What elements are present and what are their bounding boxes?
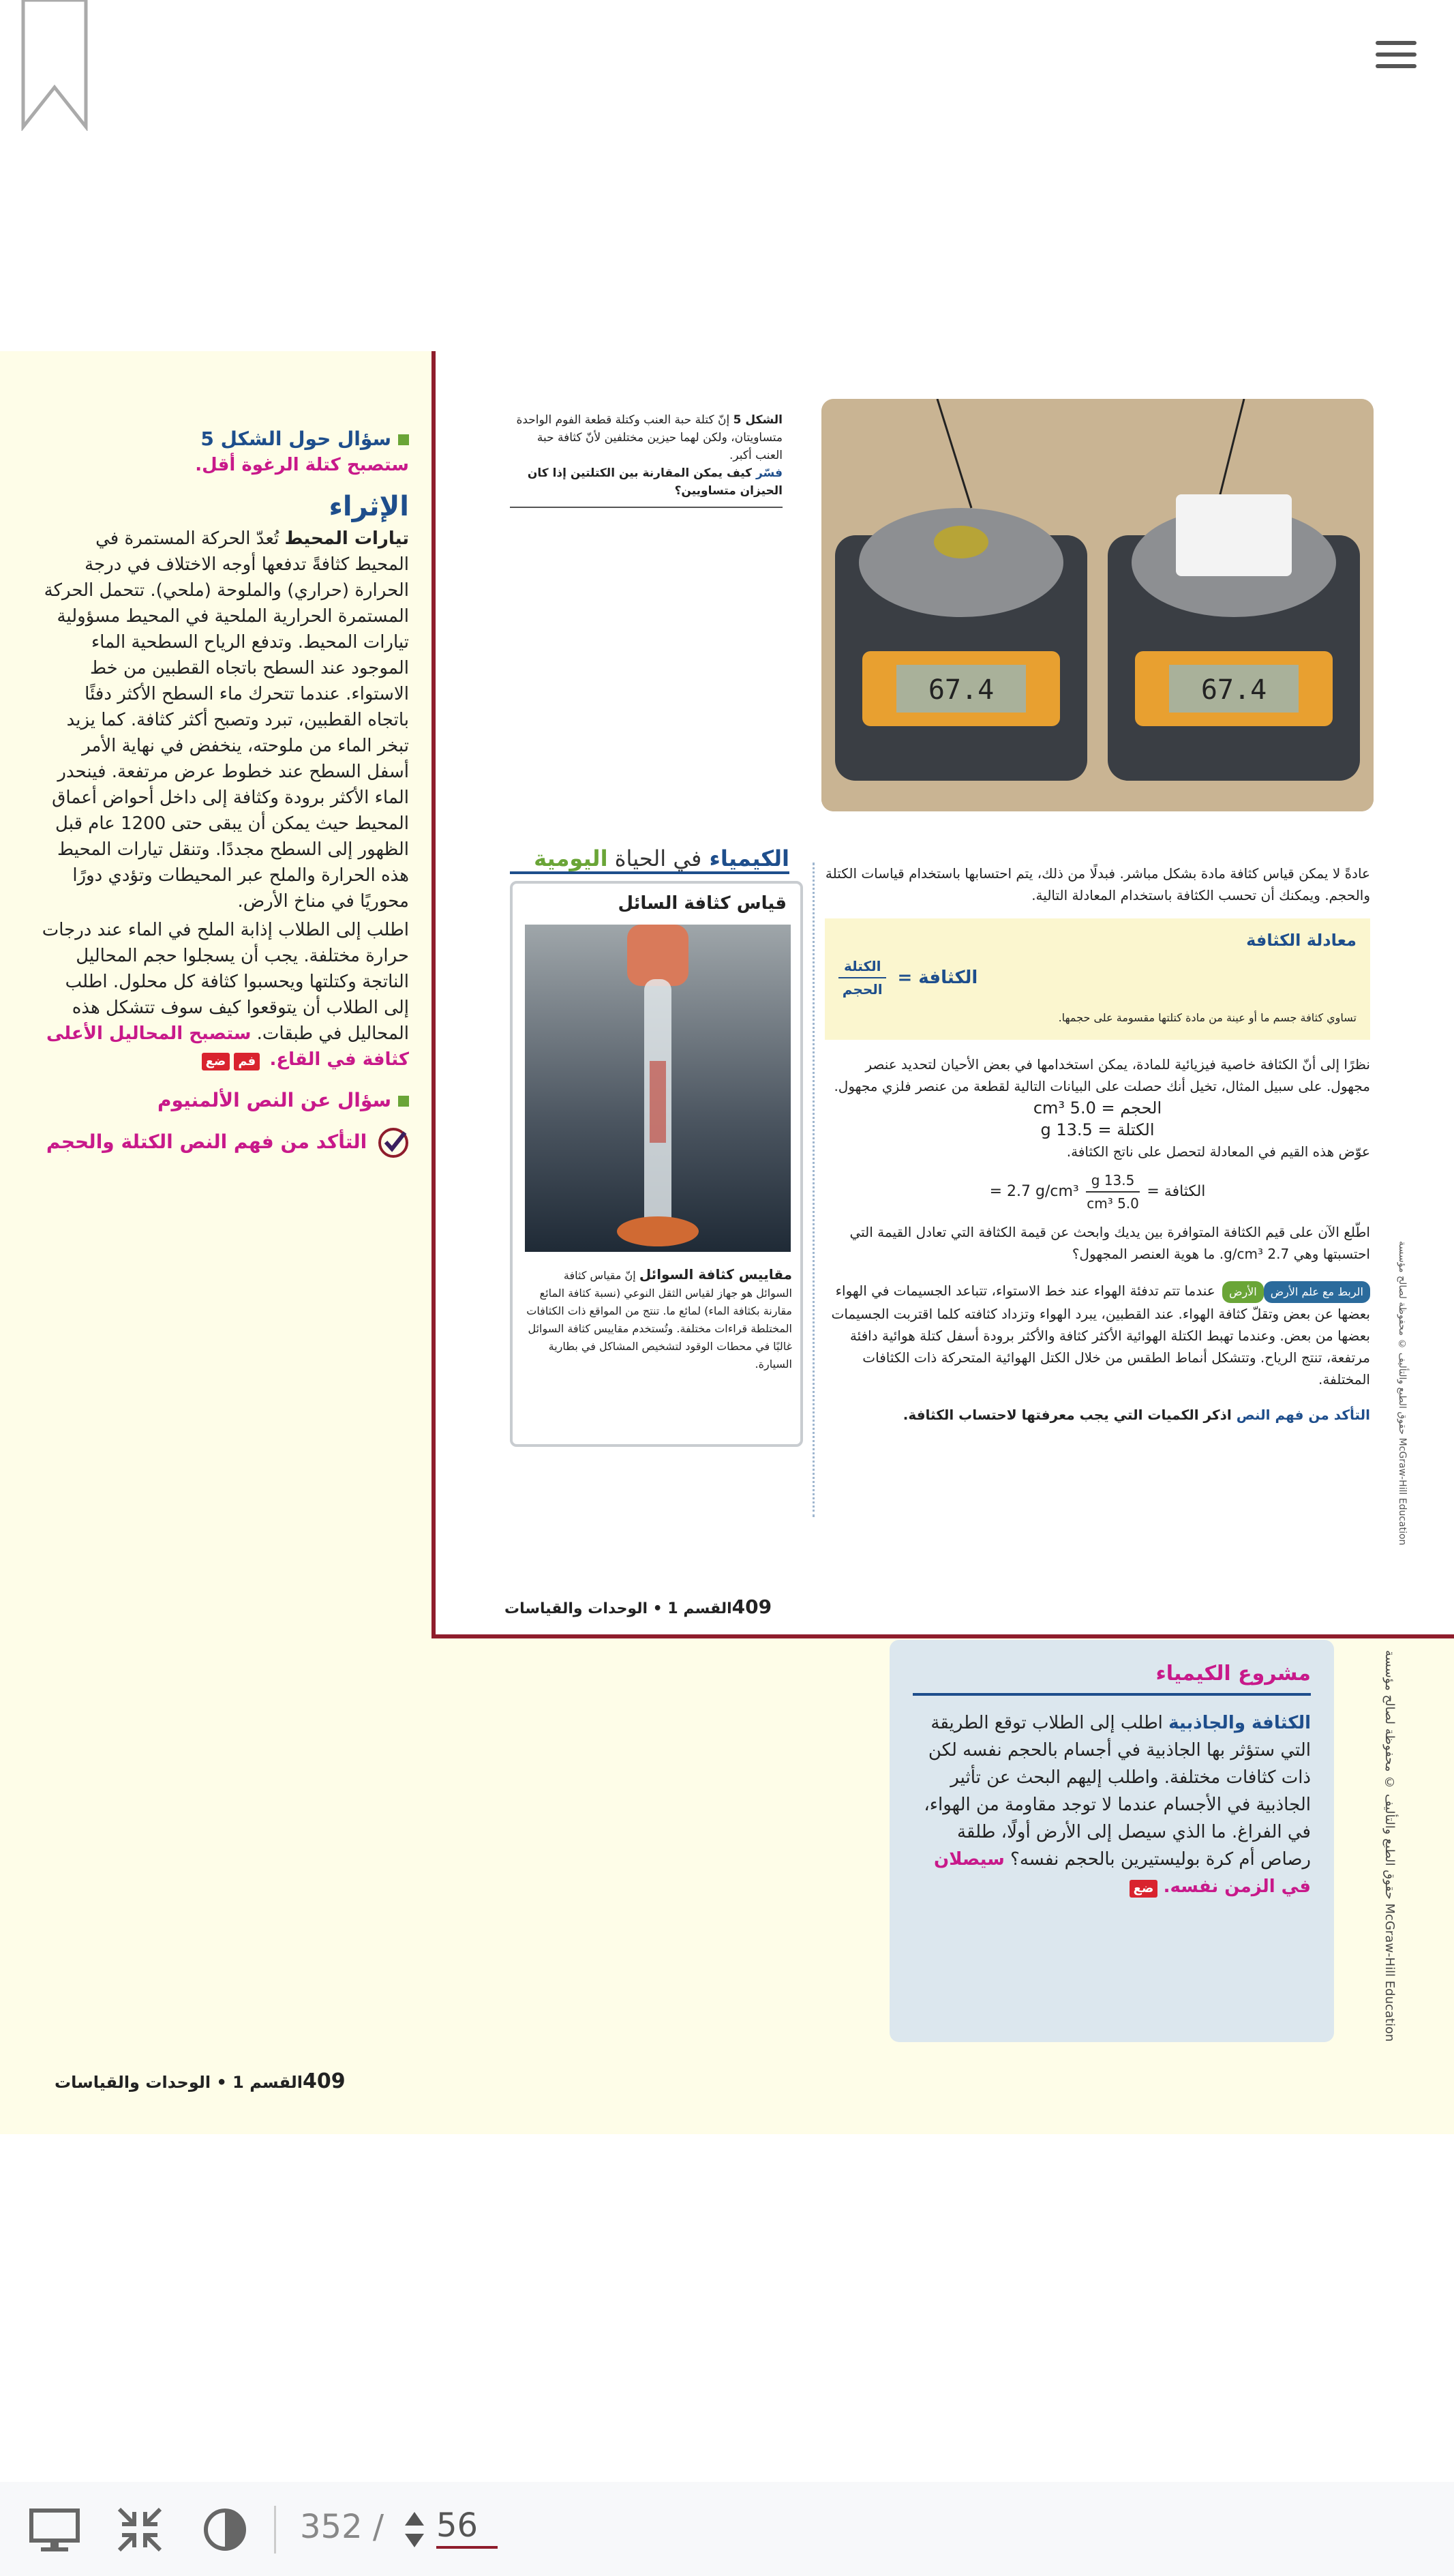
hydrometer-photo [525,925,791,1252]
substitute-paragraph: عوّض هذه القيم في المعادلة لتحصل على ناتج الكثافة. [1066,1143,1370,1160]
intro-paragraph: عادةً لا يمكن قياس كثافة مادة بشكل مباشر. فبدلًا من ذلك، يتم احتسابها باستخدام قياسات الكتلة والحجم. ويمكنك أن تحسب الكثافة باستخدام المعادلة التالية. [825,865,1370,903]
density-calculation: الكثافة = $\frac{13.5 g}{\text{5.0 cm³}}$ = 2.7 g/cm³ [825,1169,1370,1214]
volume-value: الحجم = 5.0 cm³ [1033,1098,1162,1118]
inner-page-footer: 409القسم 1 • الوحدات والقياسات [504,1596,772,1618]
tag-label: ضع [202,1053,230,1070]
unknown-element-paragraph: نظرًا إلى أنّ الكثافة خاصية فيزيائية للمادة، يمكن استخدامها في بعض الأحيان لتحديد عنصر مجهول. على سبيل المثال، تخيل أنك حصلت على البيانات التالية لقطعة من عنصر فلزي مجهول. [834,1056,1370,1094]
check-understanding: التأكد من فهم النص الكتلة والحجم [41,1127,409,1158]
contrast-icon[interactable] [198,2502,252,2557]
bookmark-icon[interactable] [19,0,90,131]
project-heading: مشروع الكيمياء [913,1660,1311,1696]
box-title: قياس كثافة السائل [618,893,787,914]
project-text: الكثافة والجاذبية اطلب إلى الطلاب توقع الطريقة التي ستؤثر بها الجاذبية في أجسام بالحجم نفسه لكن ذات كثافات مختلفة. واطلب إليهم البحث عن تأثير الجاذبية في الأجسام عندما لا توجد مقاومة من الهواء، في الفراغ. ما الذي سيصل إلى الأرض أولًا، طلقة رصاص أم كرة بوليستيرين بالحجم نفسه؟ سيصلان في الزمن نفسه. ضع [924,1713,1311,1897]
enrichment-heading: الإثراء [329,491,409,522]
page-total: 352 / [300,2508,384,2546]
figure-question-answer: ستصبح كتلة الرغوة أقل. [195,455,409,475]
chemistry-project-box [890,1640,1334,2042]
figure-question-heading: سؤال حول الشكل 5 [41,426,409,452]
earth-science-connection: الربط مع علم الأرضالأرض عندما تتم تدفئة الهواء عند خط الاستواء، تتباعد الجسيمات في الهواء بعضها عن بعض وتقلّ كثافة الهواء. عند القطبين، يبرد الهواء وتزداد كثافته كلما اقتربت الجسيمات بعضها من بعض. وعندما تهبط الكتلة الهوائية الأكثر كثافة والأكثر برودة أسفل كتلة هوائية دافئة مرتفعة، تنتج الرياح. وتتشكل أنماط الطقس من خلال الكتل الهوائية المتحركة ذات الكثافات المختلفة. [831,1283,1370,1388]
scale-reading-left: 67.4 [928,674,995,706]
outer-page-footer: 409القسم 1 • الوحدات والقياسات [55,2069,346,2093]
check-understanding-main: التأكد من فهم النص اذكر الكميات التي يجب معرفتها لاحتساب الكثافة. [903,1407,1370,1423]
teacher-notes-column [41,426,409,1158]
density-equation-box: معادلة الكثافة الكثافة = $\frac{\text{الكتلة}}{\text{الحجم}}$ تساوي كثافة جسم ما أو عينة من مادة كتلتها مقسومة على حجمها. [825,918,1370,1040]
mass-value: الكتلة = 13.5 g [1040,1120,1155,1139]
copyright-inner: حقوق الطبع والتأليف © محفوظة لصالح مؤسسة McGraw-Hill Education [1397,1241,1408,1546]
enrichment-activity: اطلب إلى الطلاب إذابة الملح في الماء عند درجات حرارة مختلفة. يجب أن يسجلوا حجم المحاليل الناتجة وكتلتها ويحسبوا كثافة كل محلول. اطلب إلى الطلاب أن يتوقعوا كيف سوف تتشكل هذه المحاليل في طبقات. ستصبح المحاليل الأعلى كثافة في القاع. فمضع [42,920,409,1070]
bottom-toolbar [0,2482,1454,2576]
toolbar-divider [274,2506,276,2553]
page-number-input[interactable] [436,2505,498,2549]
identify-paragraph: اطّلع الآن على قيم الكثافة المتوافرة بين يديك وابحث عن قيمة الكثافة التي تعادل القيمة التي احتسبتها وهي 2.7 g/cm³. ما هوية العنصر المجهول؟ [849,1224,1370,1262]
collapse-icon[interactable] [112,2502,167,2557]
figure-caption: الشكل 5 إنّ كتلة حبة العنب وكتلة قطعة الفوم الواحدة متساويتان، ولكن لهما حيزين مختلفين لأنّ كثافة حبة العنب أكبر. فسّر كيف يمكن المقارنة بين الكتلتين إذا كان الحيزان متساويين؟ [510,411,783,508]
everyday-chemistry-title: الكيمياء في الحياة اليومية [510,845,789,874]
page-stepper-icon[interactable] [402,2502,427,2557]
tag-label: فم [234,1053,260,1070]
menu-icon[interactable] [1376,41,1417,75]
scale-reading-right: 67.4 [1200,674,1267,706]
copyright-outer: حقوق الطبع والتأليف © محفوظة لصالح مؤسسة McGraw-Hill Education [1382,1650,1397,2042]
everyday-chemistry-box [510,881,803,1447]
main-text [825,863,1370,1426]
presentation-icon[interactable] [27,2502,82,2557]
box-caption: مقاييس كثافة السوائل إنّ مقياس كثافة السوائل هو جهاز لقياس الثقل النوعي (نسبة كثافة المائع مقارنة بكثافة الماء) لمائع ما. تنتج من المواقع ذات الكثافات المختلطة قراءات مختلفة. وتُستخدم مقاييس كثافة السوائل غالبًا في محطات الوقود لتشخيص المشاكل في بطارية السيارة. [526,1266,792,1371]
checkmark-icon [378,1127,409,1158]
balance-scales-image [821,399,1374,811]
balance-photo [821,399,1374,811]
column-divider [813,863,815,1517]
enrichment-text: تيارات المحيط تُعدّ الحركة المستمرة في المحيط كثافةً تدفعها أوجه الاختلاف في درجة الحرارة (حراري) والملوحة (ملحي). تتحمل الحركة المستمرة الحرارية الملحية في المحيط مسؤولية تيارات المحيط. وتدفع الرياح السطحية الماء الموجود عند السطح باتجاه القطبين من خط الاستواء. عندما تتحرك ماء السطح الأكثر دفئًا باتجاه القطبين، تبرد وتصبح أكثر كثافة. كما يزيد تبخر الماء من ملوحته، ينخفض في نهاية الأمر أسفل السطح عند خطوط عرض مرتفعة. فينحدر الماء الأكثر برودة وكثافة إلى داخل أحواض أعماق المحيط حيث يمكن أن يبقى حتى 1200 عام قبل الظهور إلى السطح مجددًا. وتنقل تيارات المحيط هذه الحرارة والملح عبر المحيطات وتؤدي دورًا محوريًا في مناخ الأرض. [44,528,409,912]
text-question-heading: سؤال عن النص الألمنيوم [41,1088,409,1113]
